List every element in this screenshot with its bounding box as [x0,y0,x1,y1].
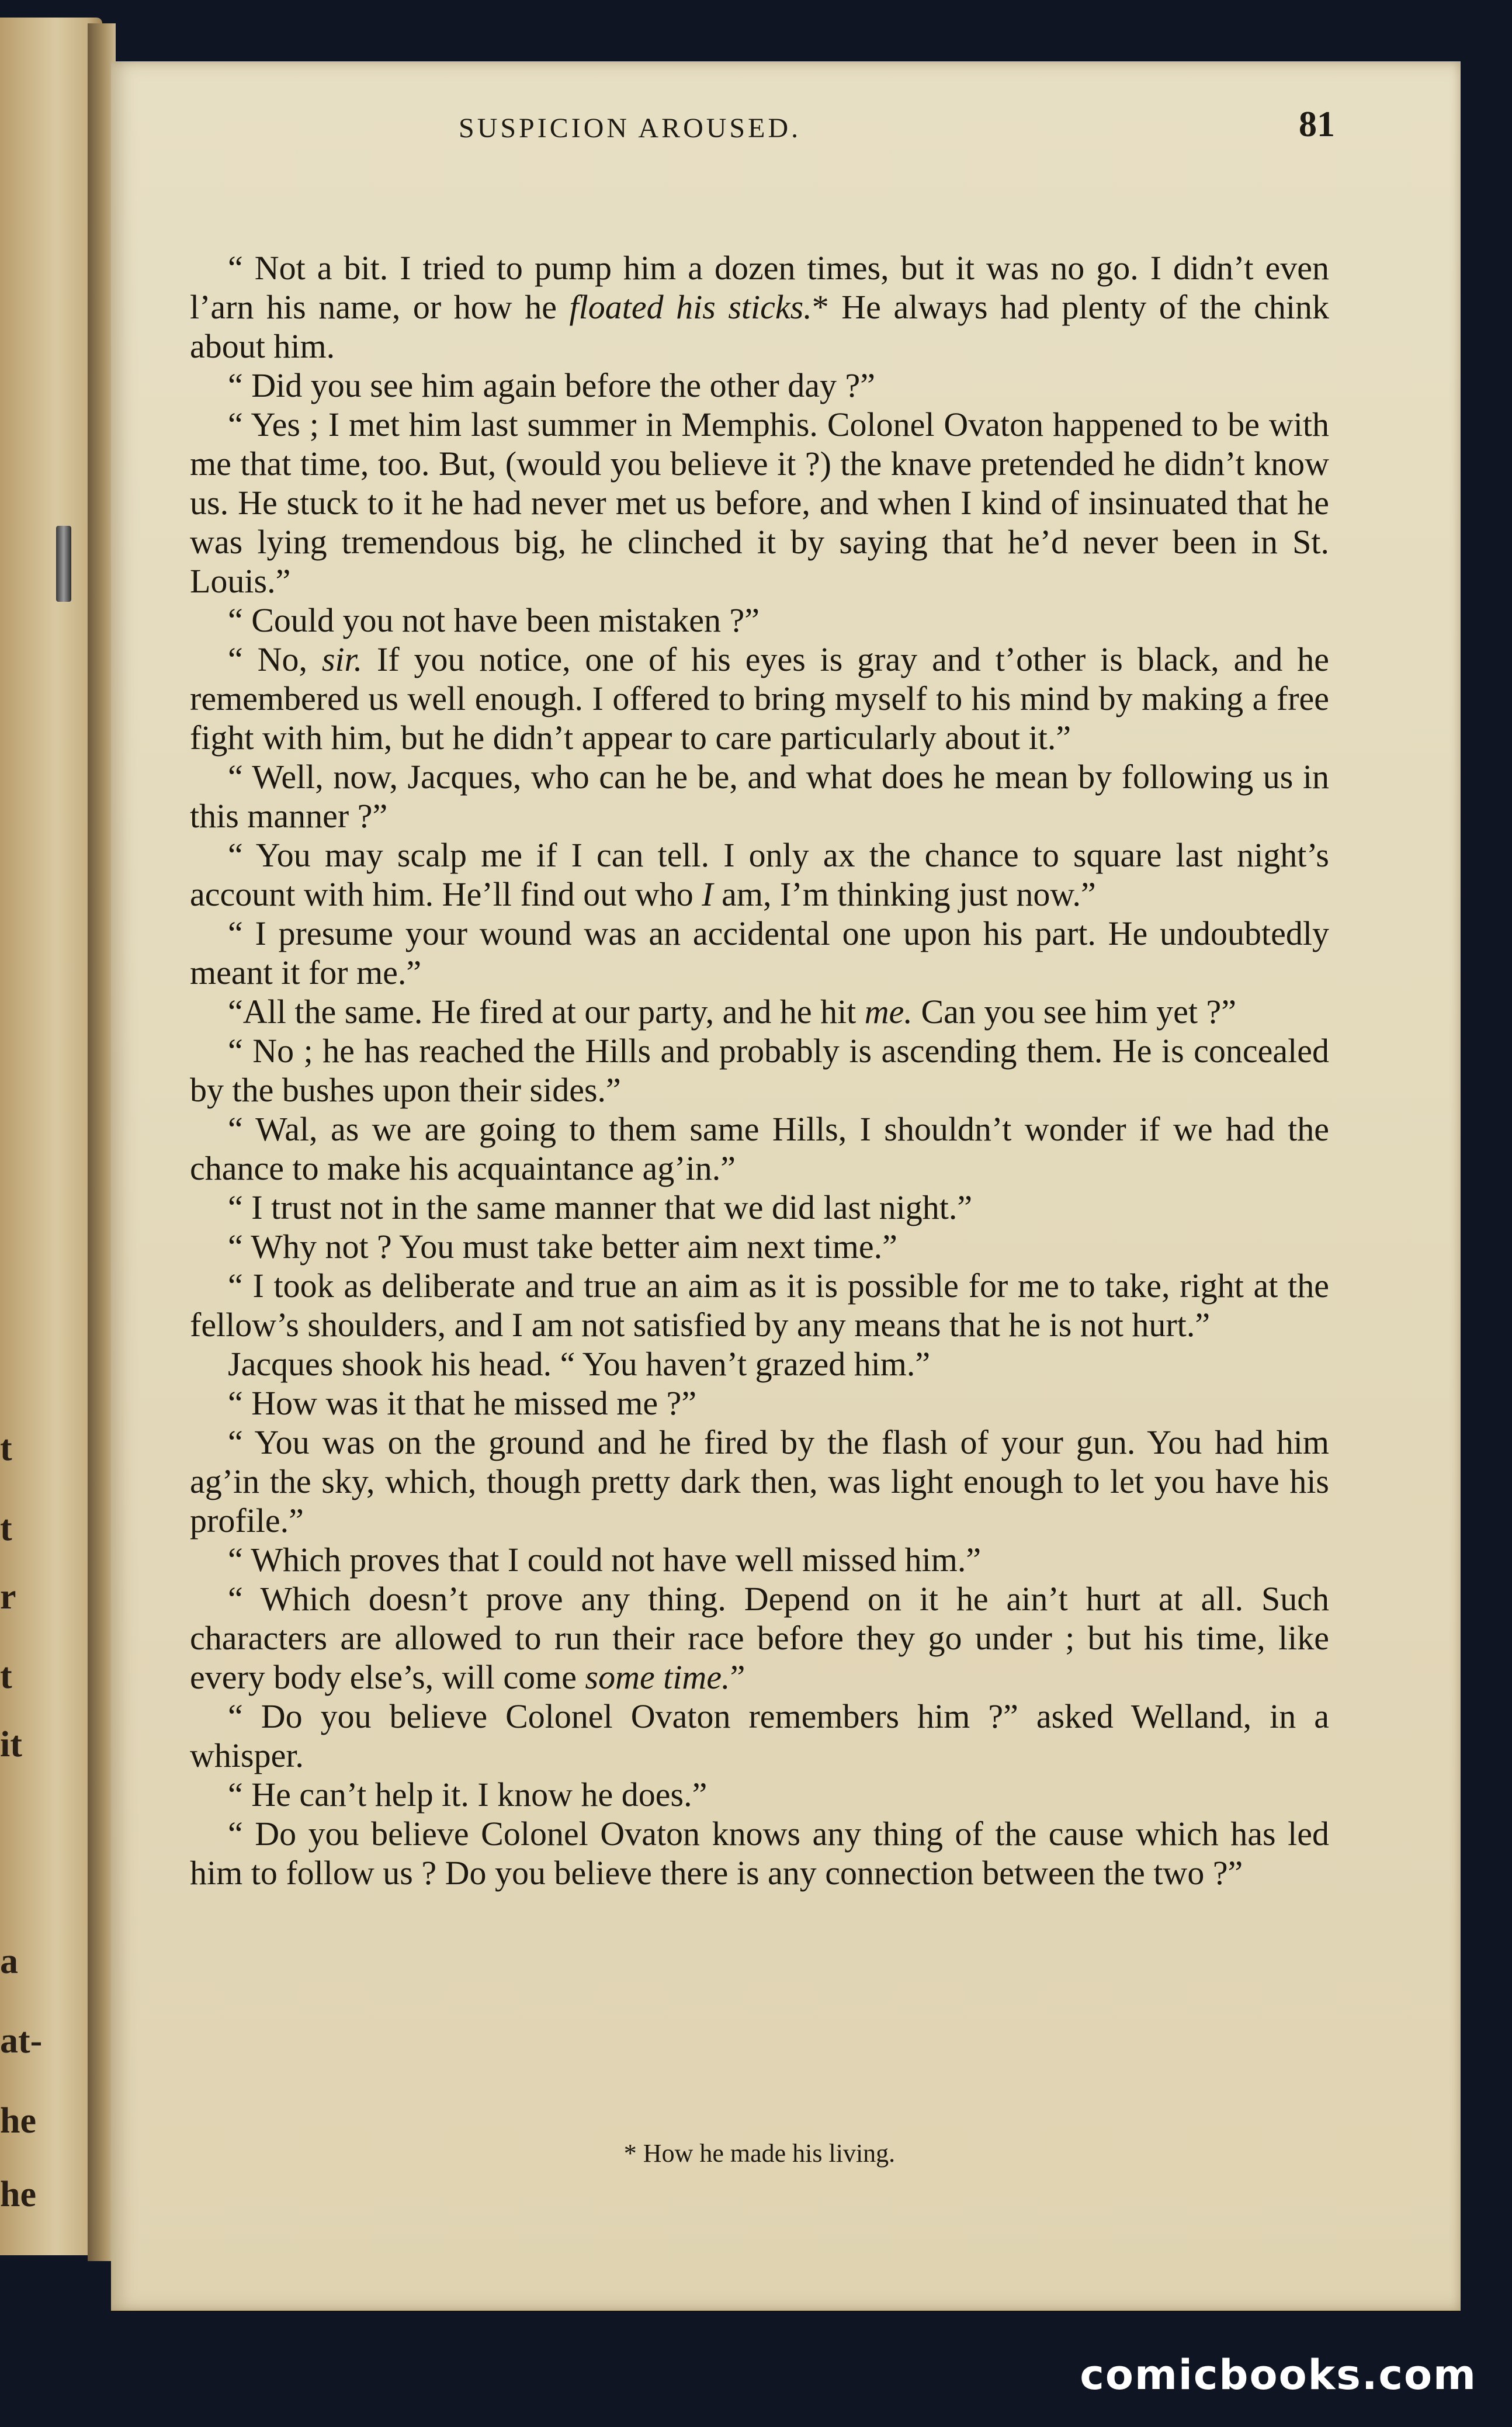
paragraph [190,1188,1329,1227]
page-number: 81 [1299,105,1335,144]
paragraph [190,1814,1329,1892]
paragraph [190,601,1329,640]
italic-text: I [702,875,713,913]
footnote: * How he made his living. [623,2139,896,2168]
watermark: comicbooks.com [1080,2351,1477,2399]
italic-text: floated his sticks. [569,288,812,326]
page-header [459,105,1335,182]
text-run: * He always had plenty of the chink about him. [190,288,1329,365]
text-run: am, I’m thinking just now.” [713,875,1096,913]
text-run: “ Not a bit. I tried to pump him a dozen times, but it was no go. I didn’t even l’arn his name, or how he [190,249,1329,326]
paragraph [190,1775,1329,1814]
paragraph [190,757,1329,835]
text-run: “ I took as deliberate and true an aim as it is possible for me to take, right at the fellow’s shoulders, and I am not satisfied by any means that he is not hurt.” [190,1267,1329,1344]
paragraph [190,366,1329,405]
text-run: “ Which doesn’t prove any thing. Depend on it he ain’t hurt at all. Such characters are allowed to run their race before they go under ; but his time, like every body else’s, will come [190,1580,1329,1696]
italic-text: me. [864,993,913,1031]
text-run: “ I trust not in the same manner that we did last night.” [228,1188,973,1226]
paragraph [190,1266,1329,1344]
text-run: Jacques shook his head. “ You haven’t grazed him.” [228,1345,931,1383]
text-run: “ He can’t help it. I know he does.” [228,1776,708,1814]
facing-page-fragment: he [0,2175,36,2215]
text-run: “ Why not ? You must take better aim next time.” [228,1228,897,1265]
facing-page-fragment: t [0,1429,12,1468]
text-run: “All the same. He fired at our party, and he hit [228,993,865,1031]
facing-page-fragment: at- [0,2021,43,2061]
facing-page-fragment: he [0,2100,36,2141]
paragraph [190,405,1329,601]
text-run: “ I presume your wound was an accidental one upon his part. He undoubtedly meant it for me.” [190,914,1329,991]
paragraph [190,1697,1329,1775]
text-run: “ No, [228,640,322,678]
facing-page-fragment: it [0,1725,22,1764]
text-run: If you notice, one of his eyes is gray and t’other is black, and he remembered us well enough. I offered to bring myself to his mind by making a free fight with him, but he didn’t appear to care particularly about it.” [190,640,1329,757]
italic-text: sir. [321,640,363,678]
paragraph [190,914,1329,992]
facing-page-fragment: t [0,1656,12,1696]
paragraph [190,1227,1329,1266]
paragraph [190,1423,1329,1540]
running-head: SUSPICION AROUSED. [459,113,802,144]
text-run: ” [730,1658,745,1696]
text-run: “ Yes ; I met him last summer in Memphis. Colonel Ovaton happened to be with me that time, too. But, (would you believe it ?) the knave pretended he didn’t know us. He stuck to it he had never met us before, and when I kind of insinuated that he was lying tremendous big, he clinched it by saying that he’d never been in St. Louis.” [190,405,1329,600]
text-run: Can you see him yet ?” [912,993,1236,1031]
text-run: “ Could you not have been mistaken ?” [228,601,760,639]
staple [56,526,71,602]
paragraph [190,640,1329,757]
text-run: “ Do you believe Colonel Ovaton remembers him ?” asked Welland, in a whisper. [190,1697,1329,1774]
text-run: “ You may scalp me if I can tell. I only ax the chance to square last night’s account with him. He’ll find out who [190,836,1329,913]
facing-page-fragment: a [0,1941,18,1981]
facing-page-fragment: r [0,1576,16,1617]
text-run: “ No ; he has reached the Hills and probably is ascending them. He is concealed by the bushes upon their sides.” [190,1032,1329,1109]
facing-page-fragment: t [0,1508,12,1548]
paragraph [190,1344,1329,1384]
paragraph [190,1579,1329,1697]
text-run: “ Do you believe Colonel Ovaton knows any thing of the cause which has led him to follow us ? Do you believe there is any connection between the two ?” [190,1815,1329,1892]
text-run: “ Well, now, Jacques, who can he be, and what does he mean by following us in this manner ?” [190,758,1329,835]
body-text [190,248,1329,1892]
previous-page-edge [0,18,102,2255]
text-run: “ Wal, as we are going to them same Hills, I shouldn’t wonder if we had the chance to make his acquaintance ag’in.” [190,1110,1329,1187]
paragraph [190,248,1329,366]
italic-text: some time. [585,1658,730,1696]
paragraph [190,1031,1329,1110]
paragraph [190,1384,1329,1423]
paragraph [190,1110,1329,1188]
paragraph [190,835,1329,914]
text-run: “ Which proves that I could not have well missed him.” [228,1541,982,1579]
text-run: “ Did you see him again before the other day ?” [228,366,876,404]
paragraph [190,992,1329,1031]
text-run: “ You was on the ground and he fired by the flash of your gun. You had him ag’in the sky, which, though pretty dark then, was light enough to let you have his profile.” [190,1423,1329,1540]
paragraph [190,1540,1329,1579]
text-run: “ How was it that he missed me ?” [228,1384,697,1422]
